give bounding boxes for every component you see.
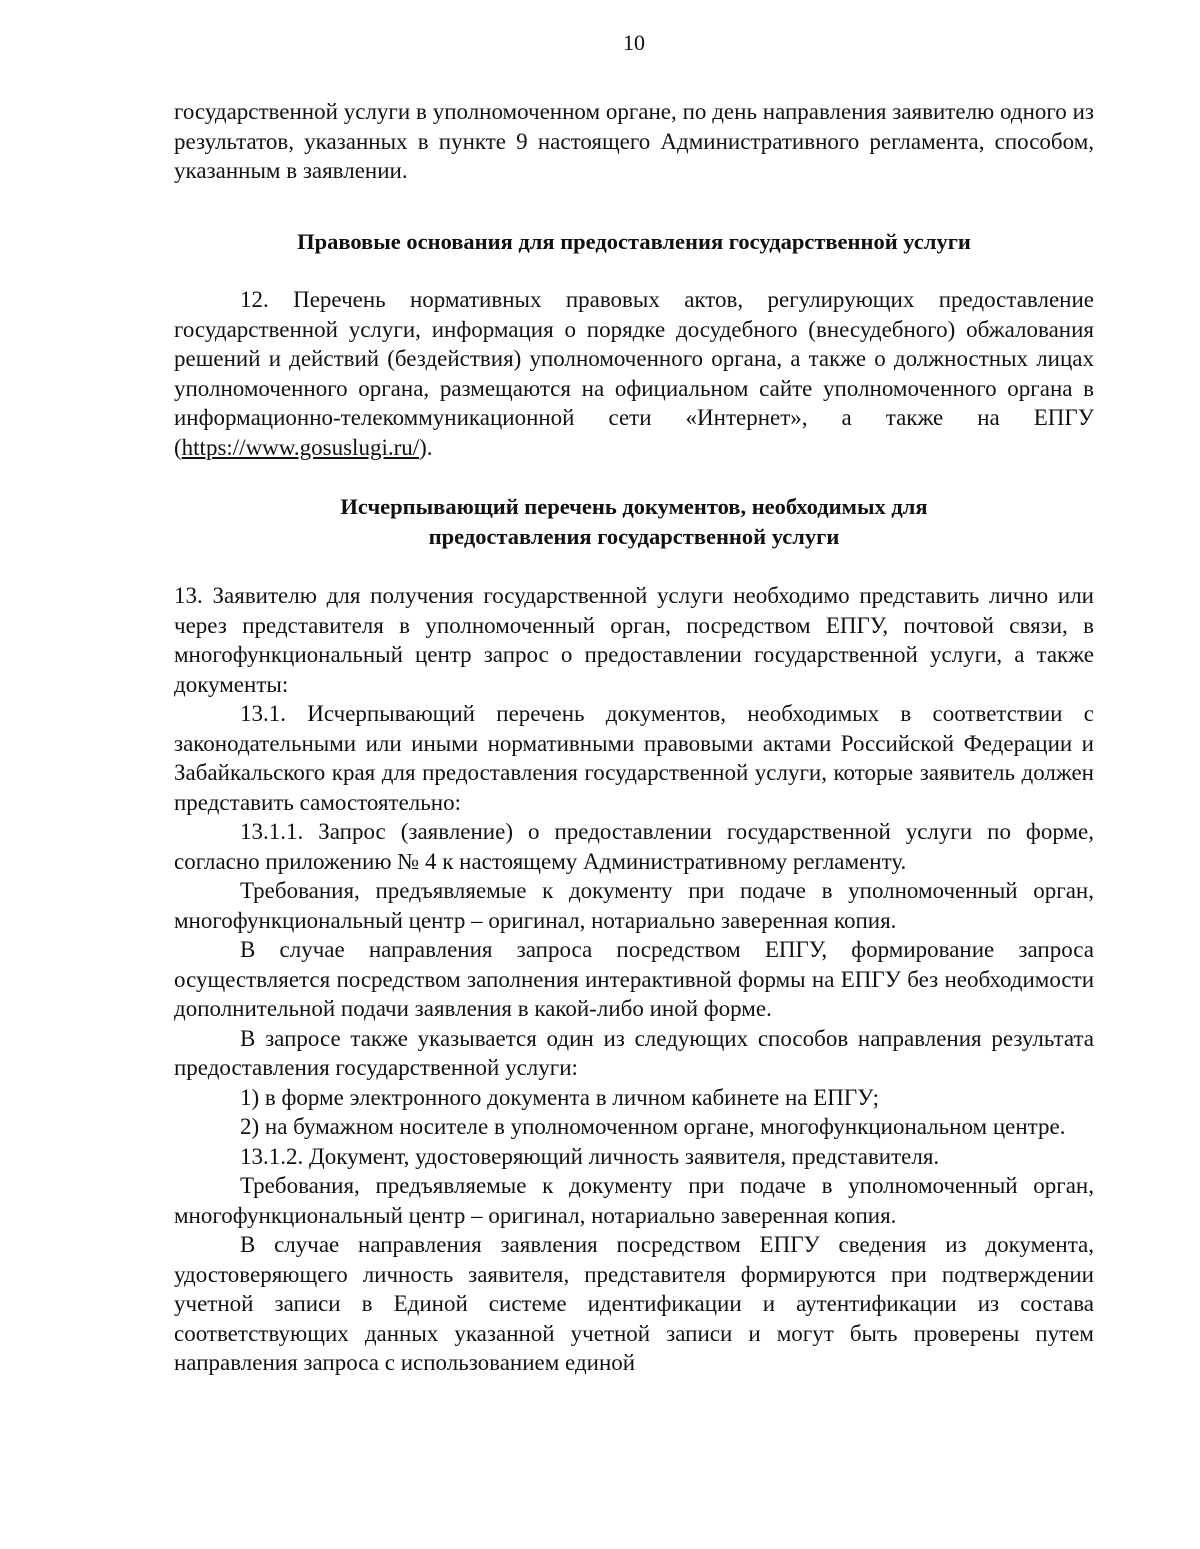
paragraph: 1) в форме электронного документа в личном кабинете на ЕПГУ; — [240, 1084, 880, 1110]
section-heading-documents — [174, 492, 1094, 551]
paragraph-continuation: государственной услуги в уполномоченном органе, по день направления заявителю одного из результатов, указанных в пункте 9 настоящего Административного регламента, способом, указанным в заявлении. — [174, 99, 1094, 183]
section-heading-legal-basis: Правовые основания для предоставления государственной услуги — [297, 228, 971, 254]
paragraph: В случае направления запроса посредством ЕПГУ, формирование запроса осуществляется посредством заполнения интерактивной формы на ЕПГУ без необходимости дополнительной подачи заявления в какой-либо иной форме. — [174, 937, 1094, 1021]
paragraph-12-text: 12. Перечень нормативных правовых актов, регулирующих предоставление государственной услуги, информация о порядке досудебного (внесудебного) обжалования решений и действий (бездействия) уполномоченного органа, а также о должностных лицах уполномоченного органа, размещаются на официальном сайте уполномоченного органа в информационно-телекоммуникационной сети «Интернет», а также на ЕПГУ ( — [174, 287, 1094, 460]
paragraph: 13.1.2. Документ, удостоверяющий личность заявителя, представителя. — [240, 1143, 940, 1169]
paragraph-12-end: ). — [419, 434, 433, 460]
paragraph: 2) на бумажном носителе в уполномоченном органе, многофункциональном центре. — [240, 1114, 1066, 1139]
page-number: 10 — [623, 30, 645, 55]
paragraph-12 — [174, 285, 1094, 462]
paragraph: 13.1.1. Запрос (заявление) о предоставлении государственной услуги по форме, согласно приложению № 4 к настоящему Административному регламенту. — [174, 819, 1094, 874]
paragraph: Требования, предъявляемые к документу при подаче в уполномоченный орган, многофункциональный центр – оригинал, нотариально заверенная копия. — [174, 878, 1094, 933]
paragraph: 13.1. Исчерпывающий перечень документов, необходимых в соответствии с законодательными или иными нормативными правовыми актами Российской Федерации и Забайкальского края для предоставления государственной услуги, которые заявитель должен представить самостоятельно: — [174, 701, 1094, 815]
section-heading-documents-line2: предоставления государственной услуги — [428, 523, 840, 549]
paragraph: 13. Заявителю для получения государственной услуги необходимо представить лично или через представителя в уполномоченный орган, посредством ЕПГУ, почтовой связи, в многофункциональный центр запрос о предоставлении государственной услуги, а также документы: — [174, 583, 1094, 697]
paragraph: В запросе также указывается один из следующих способов направления результата предоставления государственной услуги: — [174, 1025, 1094, 1080]
paragraph: В случае направления заявления посредством ЕПГУ сведения из документа, удостоверяющего личность заявителя, представителя формируются при подтверждении учетной записи в Единой системе идентификации и аутентификации из состава соответствующих данных указанной учетной записи и могут быть проверены путем направления запроса с использованием единой — [174, 1232, 1094, 1375]
paragraph-list — [174, 581, 1094, 1378]
section-heading-documents-line1: Исчерпывающий перечень документов, необходимых для — [340, 494, 928, 519]
paragraph: Требования, предъявляемые к документу при подаче в уполномоченный орган, многофункциональный центр – оригинал, нотариально заверенная копия. — [174, 1173, 1094, 1228]
gosuslugi-link[interactable]: https://www.gosuslugi.ru/ — [181, 434, 420, 460]
document-content — [174, 97, 1094, 1378]
